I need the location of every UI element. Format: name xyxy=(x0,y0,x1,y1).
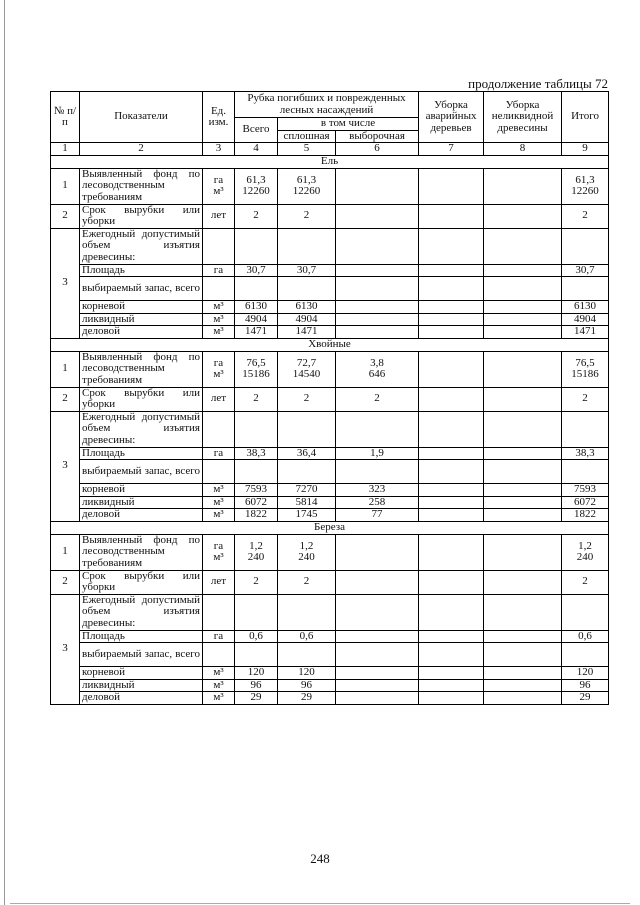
empty-cell xyxy=(484,228,562,264)
table-row xyxy=(51,168,609,204)
value-cell xyxy=(484,496,562,509)
value-cell: 36,4 xyxy=(278,447,336,460)
section-title: Ель xyxy=(51,155,609,168)
table-row xyxy=(51,496,609,509)
indicator-label: Срок вырубки или уборки xyxy=(80,204,203,228)
cell-line: 240 xyxy=(247,551,265,563)
empty-cell xyxy=(203,594,235,630)
table-row xyxy=(51,155,609,168)
value-cell: 2 xyxy=(278,570,336,594)
value-cell: 96 xyxy=(278,679,336,692)
table-row xyxy=(51,667,609,680)
value-cell xyxy=(336,679,419,692)
unit-cell: га xyxy=(203,447,235,460)
indicator-label: Площадь xyxy=(80,630,203,643)
unit-cell: м³ xyxy=(203,509,235,522)
row-number: 3 xyxy=(51,228,80,338)
empty-cell xyxy=(235,228,278,264)
header-felling: Рубка погибших и поврежденных лесных насаждений xyxy=(235,92,419,118)
empty-cell xyxy=(336,277,419,301)
value-cell xyxy=(419,496,484,509)
empty-cell xyxy=(336,594,419,630)
value-cell: 6130 xyxy=(278,301,336,314)
value-cell: 2 xyxy=(562,570,609,594)
value-cell: 38,3 xyxy=(562,447,609,460)
table-row xyxy=(51,204,609,228)
unit-cell: м³ xyxy=(203,692,235,705)
header-unit: Ед. изм. xyxy=(203,92,235,143)
indicator-label: Выявленный фонд по лесоводственным требованиям xyxy=(80,168,203,204)
table-row xyxy=(51,264,609,277)
empty-cell xyxy=(419,277,484,301)
value-cell xyxy=(278,351,336,387)
empty-cell xyxy=(278,643,336,667)
value-cell xyxy=(484,301,562,314)
colnum: 9 xyxy=(562,143,609,156)
unit-cell xyxy=(203,351,235,387)
table-row xyxy=(51,228,609,264)
cell-line: га xyxy=(213,356,224,369)
value-cell: 2 xyxy=(235,570,278,594)
section-title: Береза xyxy=(51,521,609,534)
colnum: 7 xyxy=(419,143,484,156)
value-cell: 6130 xyxy=(562,301,609,314)
cell-line: 240 xyxy=(298,551,315,563)
empty-cell xyxy=(484,277,562,301)
value-cell: 120 xyxy=(235,667,278,680)
table-row xyxy=(51,460,609,484)
cell-line: 12260 xyxy=(242,185,270,197)
header-continuous: сплошная xyxy=(278,130,336,143)
table-row xyxy=(51,521,609,534)
cell-line: 61,3 xyxy=(246,173,266,186)
value-cell: 0,6 xyxy=(278,630,336,643)
value-cell xyxy=(484,630,562,643)
indicator-label: выбираемый запас, всего xyxy=(80,277,203,301)
cell-line: 3,8 xyxy=(370,356,384,369)
value-cell xyxy=(336,534,419,570)
value-cell xyxy=(278,534,336,570)
value-cell xyxy=(419,570,484,594)
colnum: 5 xyxy=(278,143,336,156)
value-cell xyxy=(419,351,484,387)
value-cell xyxy=(484,387,562,411)
value-cell: 120 xyxy=(278,667,336,680)
value-cell xyxy=(336,168,419,204)
value-cell xyxy=(484,326,562,339)
indicator-label: ликвидный xyxy=(80,496,203,509)
table-row xyxy=(51,679,609,692)
value-cell: 29 xyxy=(562,692,609,705)
indicator-label: выбираемый запас, всего xyxy=(80,460,203,484)
colnum: 8 xyxy=(484,143,562,156)
table-row xyxy=(51,570,609,594)
value-cell xyxy=(336,301,419,314)
value-cell xyxy=(484,692,562,705)
indicator-label: Срок вырубки или уборки xyxy=(80,570,203,594)
unit-cell: га xyxy=(203,630,235,643)
value-cell: 1,9 xyxy=(336,447,419,460)
indicator-label: ликвидный xyxy=(80,679,203,692)
value-cell: 2 xyxy=(562,387,609,411)
indicator-label: Ежегодный допустимый объем изъятия древесины: xyxy=(80,228,203,264)
value-cell xyxy=(484,534,562,570)
cell-line: 61,3 xyxy=(575,173,595,186)
value-cell: 7270 xyxy=(278,484,336,497)
header-result: Итого xyxy=(562,92,609,143)
value-cell xyxy=(484,679,562,692)
cell-line: 1 xyxy=(62,179,68,192)
cell-line: 1,2 xyxy=(299,539,314,552)
value-cell: 5814 xyxy=(278,496,336,509)
value-cell: 4904 xyxy=(278,313,336,326)
value-cell xyxy=(562,534,609,570)
table-row xyxy=(51,692,609,705)
value-cell: 6072 xyxy=(562,496,609,509)
empty-cell xyxy=(419,643,484,667)
unit-cell: га xyxy=(203,264,235,277)
empty-cell xyxy=(203,460,235,484)
value-cell: 0,6 xyxy=(235,630,278,643)
empty-cell xyxy=(419,228,484,264)
unit-cell: м³ xyxy=(203,301,235,314)
table-row xyxy=(51,338,609,351)
row-number xyxy=(51,351,80,387)
unit-cell: м³ xyxy=(203,667,235,680)
value-cell: 1822 xyxy=(562,509,609,522)
row-number: 3 xyxy=(51,411,80,521)
empty-cell xyxy=(278,460,336,484)
value-cell xyxy=(336,667,419,680)
cell-line: 15186 xyxy=(571,368,599,380)
table-row xyxy=(51,484,609,497)
empty-cell xyxy=(278,411,336,447)
unit-cell xyxy=(203,534,235,570)
value-cell: 2 xyxy=(278,387,336,411)
cell-line: га xyxy=(213,539,224,552)
value-cell xyxy=(336,351,419,387)
value-cell xyxy=(419,534,484,570)
value-cell: 2 xyxy=(278,204,336,228)
indicator-label: Площадь xyxy=(80,264,203,277)
colnum: 1 xyxy=(51,143,80,156)
cell-line: м³ xyxy=(213,551,224,563)
value-cell xyxy=(336,313,419,326)
cell-line: га xyxy=(213,173,224,186)
value-cell xyxy=(419,630,484,643)
value-cell: 96 xyxy=(562,679,609,692)
table-row xyxy=(51,643,609,667)
value-cell: 2 xyxy=(235,204,278,228)
indicator-label: выбираемый запас, всего xyxy=(80,643,203,667)
unit-cell: лет xyxy=(203,570,235,594)
value-cell: 1471 xyxy=(278,326,336,339)
value-cell: 6130 xyxy=(235,301,278,314)
empty-cell xyxy=(203,228,235,264)
value-cell xyxy=(419,679,484,692)
table-header xyxy=(51,92,609,156)
value-cell xyxy=(419,667,484,680)
empty-cell xyxy=(562,594,609,630)
empty-cell xyxy=(278,594,336,630)
value-cell xyxy=(484,447,562,460)
table-body xyxy=(51,155,609,704)
value-cell: 1822 xyxy=(235,509,278,522)
value-cell xyxy=(419,301,484,314)
indicator-label: корневой xyxy=(80,301,203,314)
empty-cell xyxy=(562,228,609,264)
cell-line: 1,2 xyxy=(249,539,263,552)
colnum: 4 xyxy=(235,143,278,156)
empty-cell xyxy=(235,594,278,630)
value-cell xyxy=(484,313,562,326)
value-cell: 30,7 xyxy=(562,264,609,277)
cell-line: 15186 xyxy=(242,368,270,380)
unit-cell: лет xyxy=(203,204,235,228)
value-cell xyxy=(419,387,484,411)
value-cell: 7593 xyxy=(562,484,609,497)
page-number: 248 xyxy=(310,851,330,866)
row-number: 2 xyxy=(51,204,80,228)
scan-left-edge xyxy=(4,0,5,905)
cell-line: 1,2 xyxy=(578,539,592,552)
empty-cell xyxy=(235,277,278,301)
data-table xyxy=(50,91,609,705)
indicator-label: Выявленный фонд по лесоводственным требованиям xyxy=(80,351,203,387)
empty-cell xyxy=(235,643,278,667)
value-cell xyxy=(419,326,484,339)
header-total: Всего xyxy=(235,118,278,143)
empty-cell xyxy=(484,643,562,667)
empty-cell xyxy=(562,411,609,447)
table-row xyxy=(51,387,609,411)
value-cell xyxy=(336,264,419,277)
value-cell xyxy=(562,168,609,204)
empty-cell xyxy=(336,411,419,447)
cell-line: м³ xyxy=(213,368,224,380)
table-row xyxy=(51,594,609,630)
value-cell xyxy=(278,168,336,204)
cell-line: 14540 xyxy=(292,368,321,380)
header-indicators: Показатели xyxy=(80,92,203,143)
indicator-label: ликвидный xyxy=(80,313,203,326)
header-selective: выборочная xyxy=(336,130,419,143)
table-caption: продолжение таблицы 72 xyxy=(468,76,608,91)
empty-cell xyxy=(419,411,484,447)
value-cell: 30,7 xyxy=(235,264,278,277)
row-number: 2 xyxy=(51,570,80,594)
value-cell xyxy=(235,534,278,570)
cell-line: 12260 xyxy=(571,185,599,197)
value-cell: 323 xyxy=(336,484,419,497)
empty-cell xyxy=(419,594,484,630)
value-cell: 7593 xyxy=(235,484,278,497)
table-row xyxy=(51,301,609,314)
row-number xyxy=(51,168,80,204)
indicator-label: деловой xyxy=(80,509,203,522)
header-nonliquid: Уборка неликвидной древесины xyxy=(484,92,562,143)
indicator-label: Ежегодный допустимый объем изъятия древесины: xyxy=(80,411,203,447)
value-cell xyxy=(419,168,484,204)
value-cell: 30,7 xyxy=(278,264,336,277)
value-cell xyxy=(484,351,562,387)
value-cell xyxy=(336,692,419,705)
empty-cell xyxy=(336,460,419,484)
empty-cell xyxy=(562,277,609,301)
value-cell xyxy=(484,667,562,680)
cell-line: 12260 xyxy=(292,185,321,197)
indicator-label: корневой xyxy=(80,484,203,497)
section-title: Хвойные xyxy=(51,338,609,351)
unit-cell: м³ xyxy=(203,484,235,497)
value-cell: 77 xyxy=(336,509,419,522)
value-cell xyxy=(235,168,278,204)
indicator-label: корневой xyxy=(80,667,203,680)
value-cell xyxy=(419,313,484,326)
value-cell: 1745 xyxy=(278,509,336,522)
empty-cell xyxy=(336,643,419,667)
indicator-label: деловой xyxy=(80,326,203,339)
value-cell xyxy=(419,204,484,228)
table-row xyxy=(51,411,609,447)
value-cell xyxy=(484,204,562,228)
value-cell: 258 xyxy=(336,496,419,509)
value-cell xyxy=(484,484,562,497)
value-cell: 29 xyxy=(278,692,336,705)
value-cell: 38,3 xyxy=(235,447,278,460)
empty-cell xyxy=(484,411,562,447)
value-cell xyxy=(484,570,562,594)
value-cell xyxy=(419,484,484,497)
colnum: 6 xyxy=(336,143,419,156)
value-cell: 96 xyxy=(235,679,278,692)
value-cell xyxy=(419,692,484,705)
cell-line: 1 xyxy=(62,362,68,375)
empty-cell xyxy=(484,594,562,630)
empty-cell xyxy=(484,460,562,484)
value-cell: 1471 xyxy=(562,326,609,339)
empty-cell xyxy=(278,228,336,264)
cell-line: 240 xyxy=(576,551,594,563)
cell-line: 1 xyxy=(62,545,68,558)
value-cell: 120 xyxy=(562,667,609,680)
value-cell xyxy=(336,204,419,228)
empty-cell xyxy=(235,411,278,447)
table-row xyxy=(51,351,609,387)
value-cell: 29 xyxy=(235,692,278,705)
indicator-label: Площадь xyxy=(80,447,203,460)
value-cell xyxy=(419,509,484,522)
table-row xyxy=(51,447,609,460)
unit-cell: лет xyxy=(203,387,235,411)
indicator-label: деловой xyxy=(80,692,203,705)
cell-line: 76,5 xyxy=(246,356,266,369)
header-num: № п/п xyxy=(51,92,80,143)
unit-cell: м³ xyxy=(203,326,235,339)
table-row xyxy=(51,277,609,301)
colnum: 3 xyxy=(203,143,235,156)
value-cell xyxy=(562,351,609,387)
table-row xyxy=(51,509,609,522)
unit-cell: м³ xyxy=(203,496,235,509)
empty-cell xyxy=(419,460,484,484)
empty-cell xyxy=(562,643,609,667)
value-cell xyxy=(336,326,419,339)
unit-cell: м³ xyxy=(203,313,235,326)
colnum: 2 xyxy=(80,143,203,156)
value-cell: 0,6 xyxy=(562,630,609,643)
header-including: в том числе xyxy=(278,118,419,131)
value-cell: 2 xyxy=(562,204,609,228)
table-row xyxy=(51,534,609,570)
cell-line: 76,5 xyxy=(575,356,595,369)
value-cell xyxy=(484,264,562,277)
cell-line: м³ xyxy=(213,185,224,197)
value-cell xyxy=(419,264,484,277)
value-cell: 2 xyxy=(336,387,419,411)
value-cell: 6072 xyxy=(235,496,278,509)
row-number xyxy=(51,534,80,570)
indicator-label: Выявленный фонд по лесоводственным требованиям xyxy=(80,534,203,570)
unit-cell: м³ xyxy=(203,679,235,692)
empty-cell xyxy=(336,228,419,264)
row-number: 3 xyxy=(51,594,80,704)
value-cell xyxy=(336,630,419,643)
table-row xyxy=(51,313,609,326)
empty-cell xyxy=(203,643,235,667)
value-cell xyxy=(419,447,484,460)
empty-cell xyxy=(203,411,235,447)
value-cell xyxy=(336,570,419,594)
cell-line: 72,7 xyxy=(296,356,317,369)
value-cell: 2 xyxy=(235,387,278,411)
value-cell xyxy=(484,509,562,522)
empty-cell xyxy=(203,277,235,301)
empty-cell xyxy=(562,460,609,484)
value-cell: 4904 xyxy=(562,313,609,326)
cell-line: 61,3 xyxy=(296,173,317,186)
empty-cell xyxy=(235,460,278,484)
value-cell xyxy=(235,351,278,387)
scan-bottom-edge xyxy=(10,903,630,904)
value-cell xyxy=(484,168,562,204)
indicator-label: Срок вырубки или уборки xyxy=(80,387,203,411)
unit-cell xyxy=(203,168,235,204)
header-emergency: Уборка аварийных деревьев xyxy=(419,92,484,143)
value-cell: 4904 xyxy=(235,313,278,326)
table-row xyxy=(51,326,609,339)
cell-line: 646 xyxy=(368,368,386,380)
indicator-label: Ежегодный допустимый объем изъятия древесины: xyxy=(80,594,203,630)
row-number: 2 xyxy=(51,387,80,411)
column-numbers-row xyxy=(51,143,609,156)
value-cell: 1471 xyxy=(235,326,278,339)
empty-cell xyxy=(278,277,336,301)
table-row xyxy=(51,630,609,643)
